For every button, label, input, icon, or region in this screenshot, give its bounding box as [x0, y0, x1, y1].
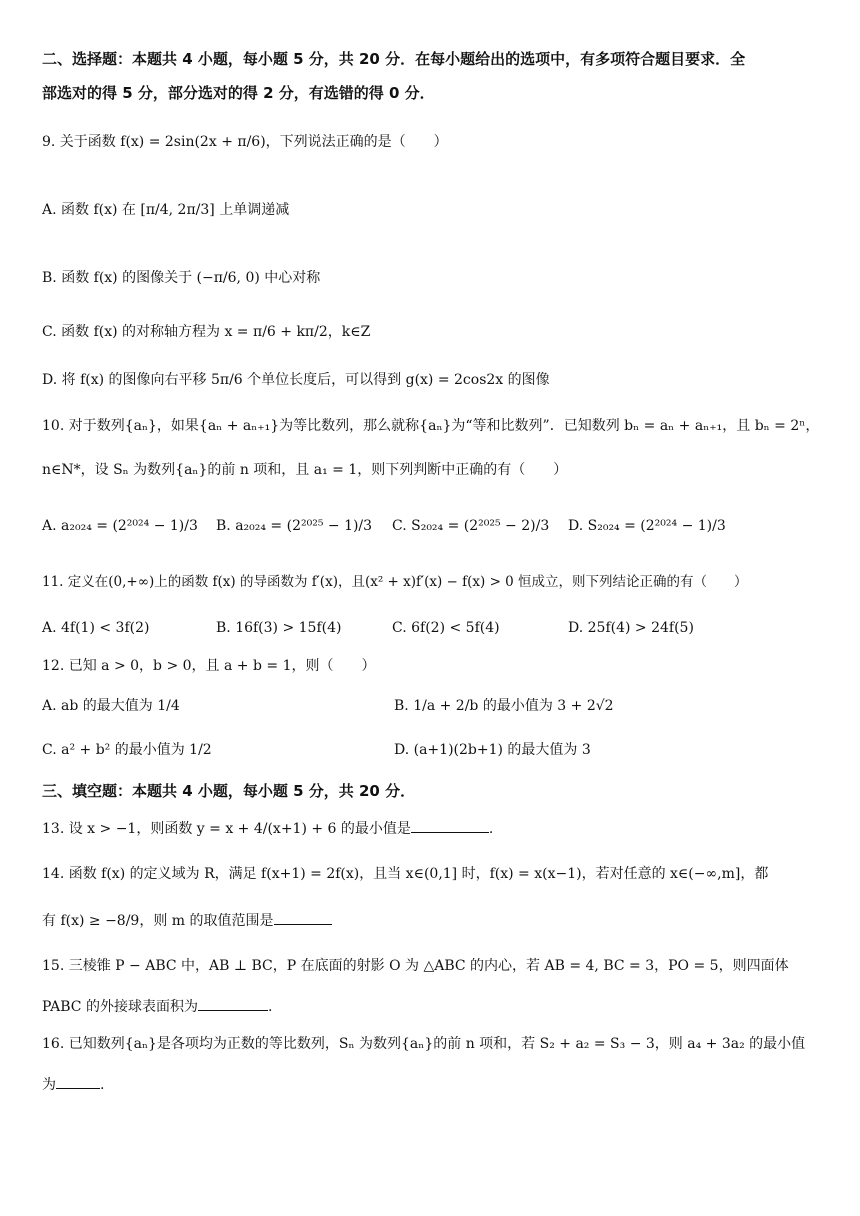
q10-stem-line1: 10. 对于数列{aₙ}，如果{aₙ + aₙ₊₁}为等比数列，那么就称{aₙ}为“等和比数列”．已知数列 bₙ = aₙ + aₙ₊₁，且 bₙ = 2ⁿ， — [42, 418, 820, 434]
q11-option-d: D. 25f(4) > 24f(5) — [568, 620, 694, 636]
q16-end: . — [100, 1077, 105, 1093]
q15-end: . — [267, 999, 273, 1015]
q15-stem-line1: 15. 三棱锥 P − ABC 中，AB ⊥ BC，P 在底面的射影 O 为 △ABC 的内心，若 AB = 4, BC = 3，PO = 5，则四面体 — [42, 958, 789, 974]
q11-option-a: A. 4f(1) < 3f(2) — [42, 620, 150, 636]
q10-option-c: C. S₂₀₂₄ = (2²⁰²⁵ − 2)/3 — [392, 518, 550, 534]
q14-stem-line2: 有 f(x) ≥ −8/9，则 m 的取值范围是 — [42, 913, 274, 929]
q16-stem-line2: 为 — [42, 1077, 56, 1093]
q9-option-b: B. 函数 f(x) 的图像关于 (−π/6, 0) 中心对称 — [42, 270, 321, 286]
q11-option-c: C. 6f(2) < 5f(4) — [392, 620, 500, 636]
q12-stem: 12. 已知 a > 0，b > 0，且 a + b = 1，则（ ） — [42, 658, 376, 674]
q13-end: . — [488, 821, 494, 837]
q14-stem-line1: 14. 函数 f(x) 的定义域为 R，满足 f(x+1) = 2f(x)，且当 x∈(0,1] 时，f(x) = x(x−1)，若对任意的 x∈(−∞,m]，都 — [42, 866, 769, 882]
section3-heading: 三、填空题：本题共 4 小题，每小题 5 分，共 20 分． — [42, 782, 416, 800]
q10-option-d: D. S₂₀₂₄ = (2²⁰²⁴ − 1)/3 — [568, 518, 726, 534]
q12-option-d: D. (a+1)(2b+1) 的最大值为 3 — [394, 742, 591, 758]
q15-answer-blank — [198, 996, 268, 1011]
q15-line2 — [42, 996, 272, 1017]
q16-stem-line1: 16. 已知数列{aₙ}是各项均为正数的等比数列，Sₙ 为数列{aₙ}的前 n 项和，若 S₂ + a₂ = S₃ − 3，则 a₄ + 3a₂ 的最小值 — [42, 1036, 806, 1052]
q13-stem: 13. 设 x > −1，则函数 y = x + 4/(x+1) + 6 的最小值是 — [42, 821, 411, 837]
q9-option-c: C. 函数 f(x) 的对称轴方程为 x = π/6 + kπ/2，k∈Z — [42, 324, 371, 340]
q12-option-c: C. a² + b² 的最小值为 1/2 — [42, 742, 212, 758]
q13-line — [42, 818, 493, 839]
q10-option-b: B. a₂₀₂₄ = (2²⁰²⁵ − 1)/3 — [216, 518, 373, 534]
q11-stem: 11. 定义在(0,+∞)上的函数 f(x) 的导函数为 f′(x)，且(x² + x)f′(x) − f(x) > 0 恒成立，则下列结论正确的有（ ） — [42, 574, 748, 590]
q9-option-d: D. 将 f(x) 的图像向右平移 5π/6 个单位长度后，可以得到 g(x) = 2cos2x 的图像 — [42, 372, 550, 388]
q10-stem-line2: n∈N*，设 Sₙ 为数列{aₙ}的前 n 项和，且 a₁ = 1，则下列判断中正确的有（ ） — [42, 462, 568, 478]
q14-answer-blank — [274, 910, 332, 925]
q12-option-a: A. ab 的最大值为 1/4 — [42, 698, 180, 714]
q16-answer-blank — [56, 1074, 100, 1089]
q10-option-a: A. a₂₀₂₄ = (2²⁰²⁴ − 1)/3 — [42, 518, 198, 534]
q9-stem: 9. 关于函数 f(x) = 2sin(2x + π/6)，下列说法正确的是（ ） — [42, 134, 448, 150]
q11-option-b: B. 16f(3) > 15f(4) — [216, 620, 342, 636]
q16-line2 — [42, 1074, 104, 1095]
q14-line2 — [42, 910, 332, 931]
section2-heading-line1: 二、选择题：本题共 4 小题，每小题 5 分，共 20 分．在每小题给出的选项中，有多项符合题目要求．全 — [42, 50, 746, 68]
section2-heading-line2: 部选对的得 5 分，部分选对的得 2 分，有选错的得 0 分． — [42, 84, 435, 102]
q9-option-a: A. 函数 f(x) 在 [π/4, 2π/3] 上单调递减 — [42, 202, 290, 218]
q15-stem-line2: PABC 的外接球表面积为 — [42, 999, 198, 1015]
q13-answer-blank — [411, 818, 489, 833]
q12-option-b: B. 1/a + 2/b 的最小值为 3 + 2√2 — [394, 698, 614, 714]
